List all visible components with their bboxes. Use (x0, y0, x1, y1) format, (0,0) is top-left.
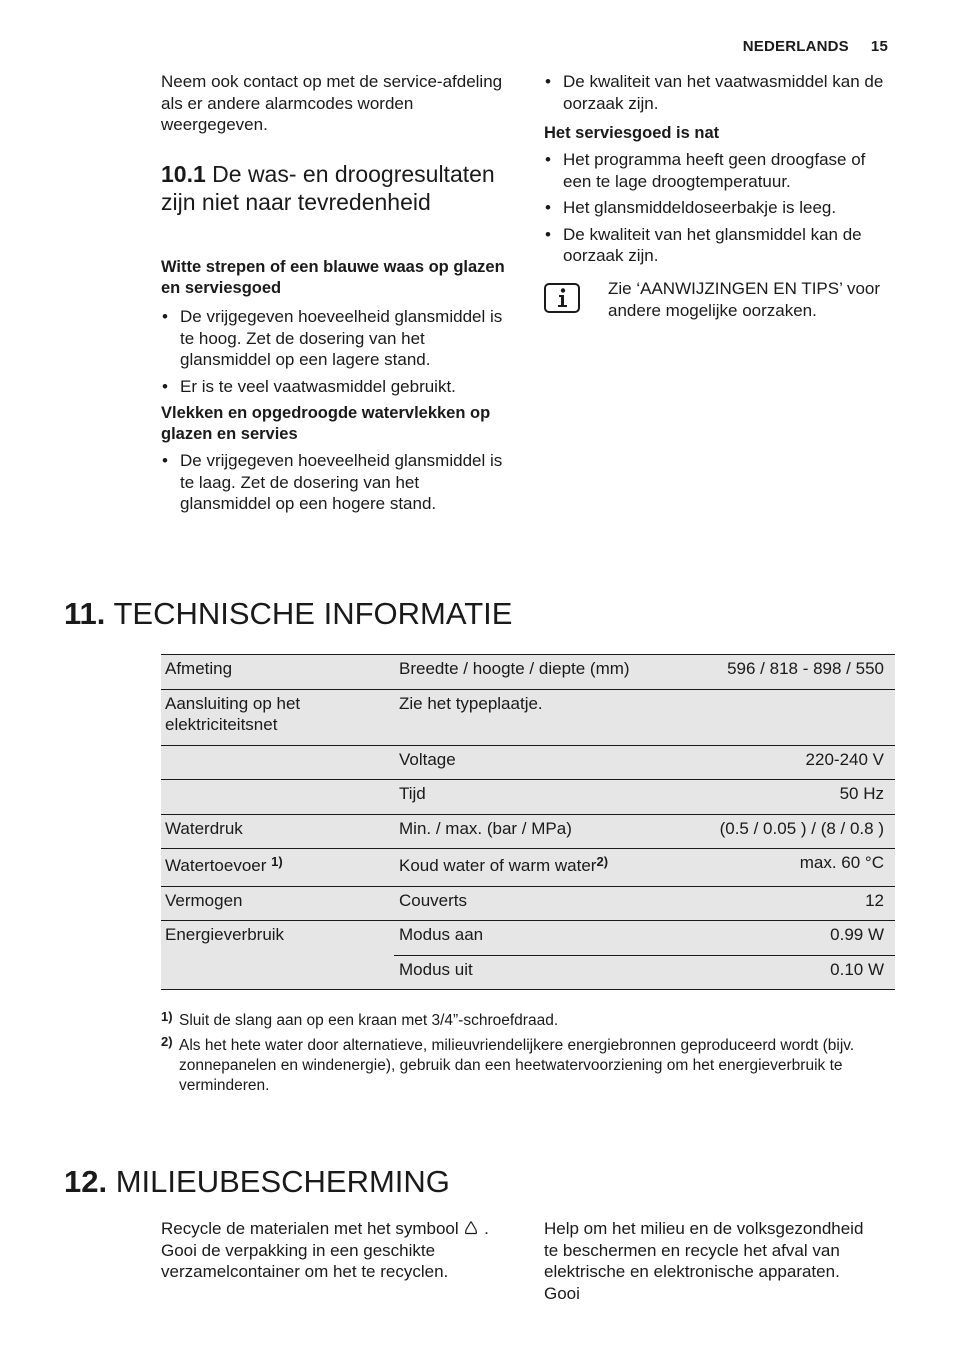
table-cell: Modus aan (394, 921, 679, 956)
footnote-ref: 1) (271, 854, 283, 869)
table-cell (161, 780, 394, 815)
issue-group-wet-dishes (544, 123, 896, 272)
cause-list (544, 71, 896, 114)
issue-group-water-spots (161, 403, 513, 520)
footnote-text: Sluit de slang aan op een kraan met 3/4”-schroefdraad. (179, 1012, 559, 1029)
table-cell (679, 689, 895, 745)
table-cell: Voltage (394, 745, 679, 780)
table-cell (161, 849, 394, 887)
table-cell: Min. / max. (bar / MPa) (394, 814, 679, 849)
text-after-symbol: . Gooi de verpakking in een geschikte verzamelcontainer om het te recyclen. (161, 1219, 489, 1281)
table-row (161, 849, 895, 887)
table-cell: 596 / 818 - 898 / 550 (679, 655, 895, 690)
running-header (743, 38, 888, 55)
intro-paragraph: Neem ook contact op met de service-afdeling als er andere alarmcodes worden weergegeven. (161, 72, 503, 134)
section-10-1-heading (161, 160, 513, 216)
table-row (161, 886, 895, 921)
issue-heading: Witte strepen of een blauwe waas op glazen en serviesgoed (161, 258, 505, 297)
table-cell: Aansluiting op het elektriciteitsnet (161, 689, 394, 745)
technical-data-table (161, 654, 895, 990)
table-row (161, 814, 895, 849)
header-language: NEDERLANDS (742, 38, 849, 55)
list-item: • De vrijgegeven hoeveelheid glansmiddel is te hoog. Zet de dosering van het glansmiddel op een lagere stand. (161, 306, 513, 371)
table-row (161, 689, 895, 745)
table-cell: Energieverbruik (161, 921, 394, 956)
footnote (161, 1036, 901, 1096)
table-row (161, 745, 895, 780)
section-11-heading (64, 596, 512, 632)
info-icon (544, 283, 580, 313)
table-cell: 220-240 V (679, 745, 895, 780)
section-title: TECHNISCHE INFORMATIE (113, 596, 513, 631)
cell-text: Watertoevoer (165, 856, 267, 875)
section-title: De was- en droogresultaten zijn niet naar tevredenheid (161, 161, 495, 215)
issue-continued (544, 71, 896, 119)
list-item: • Het glansmiddeldoseerbakje is leeg. (544, 197, 896, 219)
recycle-icon (463, 1220, 479, 1236)
table-cell (161, 745, 394, 780)
section-number: 12. (64, 1164, 108, 1199)
section-title: MILIEUBESCHERMING (115, 1164, 450, 1199)
list-item: • De vrijgegeven hoeveelheid glansmiddel is te laag. Zet de dosering van het glansmiddel op een hogere stand. (161, 450, 513, 515)
footnote-ref: 2) (596, 854, 609, 869)
table-cell (394, 849, 679, 887)
text-before-symbol: Recycle de materialen met het symbool (161, 1219, 459, 1238)
cause-list (161, 450, 513, 515)
cell-text: Koud water of warm water (399, 856, 597, 875)
issue-heading: Vlekken en opgedroogde watervlekken op glazen en servies (161, 404, 491, 443)
table-cell: 12 (679, 886, 895, 921)
table-row (161, 780, 895, 815)
footnote-text: Als het hete water door alternatieve, milieuvriendelijkere energiebronnen geproduceerd wordt (bijv. zonnepanelen en windenergie), gebruik dan een heetwatervoorziening om het energieverbruik te verminderen. (179, 1037, 855, 1094)
table-cell: Tijd (394, 780, 679, 815)
table-cell: Afmeting (161, 655, 394, 690)
table-cell: 0.10 W (679, 955, 895, 990)
table-cell: 50 Hz (679, 780, 895, 815)
weee-paragraph: Help om het milieu en de volksgezondheid te beschermen en recycle het afval van elektrische en elektronische apparaten. Gooi (544, 1219, 864, 1303)
table-cell: Vermogen (161, 886, 394, 921)
table-cell: max. 60 °C (679, 849, 895, 887)
table-cell: (0.5 / 0.05 ) / (8 / 0.8 ) (679, 814, 895, 849)
list-item: • Het programma heeft geen droogfase of een te lage droogtemperatuur. (544, 149, 896, 192)
table-cell: Breedte / hoogte / diepte (mm) (394, 655, 679, 690)
info-note-text: Zie ‘AANWIJZINGEN EN TIPS’ voor andere mogelijke oorzaken. (608, 279, 881, 320)
footnote (161, 1011, 901, 1031)
page-number: 15 (870, 38, 888, 55)
table-row (161, 955, 895, 990)
list-item: • De kwaliteit van het vaatwasmiddel kan de oorzaak zijn. (544, 71, 896, 114)
list-item: • Er is te veel vaatwasmiddel gebruikt. (161, 376, 513, 398)
issue-group-white-streaks (161, 257, 513, 402)
footnote-number: 1) (161, 1009, 173, 1024)
section-number: 11. (64, 596, 106, 631)
table-cell (161, 955, 394, 990)
cause-list (161, 306, 513, 397)
recycle-paragraph (161, 1218, 491, 1283)
section-number: 10.1 (161, 161, 206, 187)
cause-list (544, 149, 896, 267)
table-cell: 0.99 W (679, 921, 895, 956)
table-cell: Zie het typeplaatje. (394, 689, 679, 745)
table-cell: Modus uit (394, 955, 679, 990)
footnote-number: 2) (161, 1034, 173, 1049)
table-cell: Couverts (394, 886, 679, 921)
table-row (161, 655, 895, 690)
list-item: • De kwaliteit van het glansmiddel kan de oorzaak zijn. (544, 224, 896, 267)
table-cell: Waterdruk (161, 814, 394, 849)
table-row (161, 921, 895, 956)
issue-heading: Het serviesgoed is nat (544, 124, 720, 142)
section-12-heading (64, 1164, 450, 1200)
